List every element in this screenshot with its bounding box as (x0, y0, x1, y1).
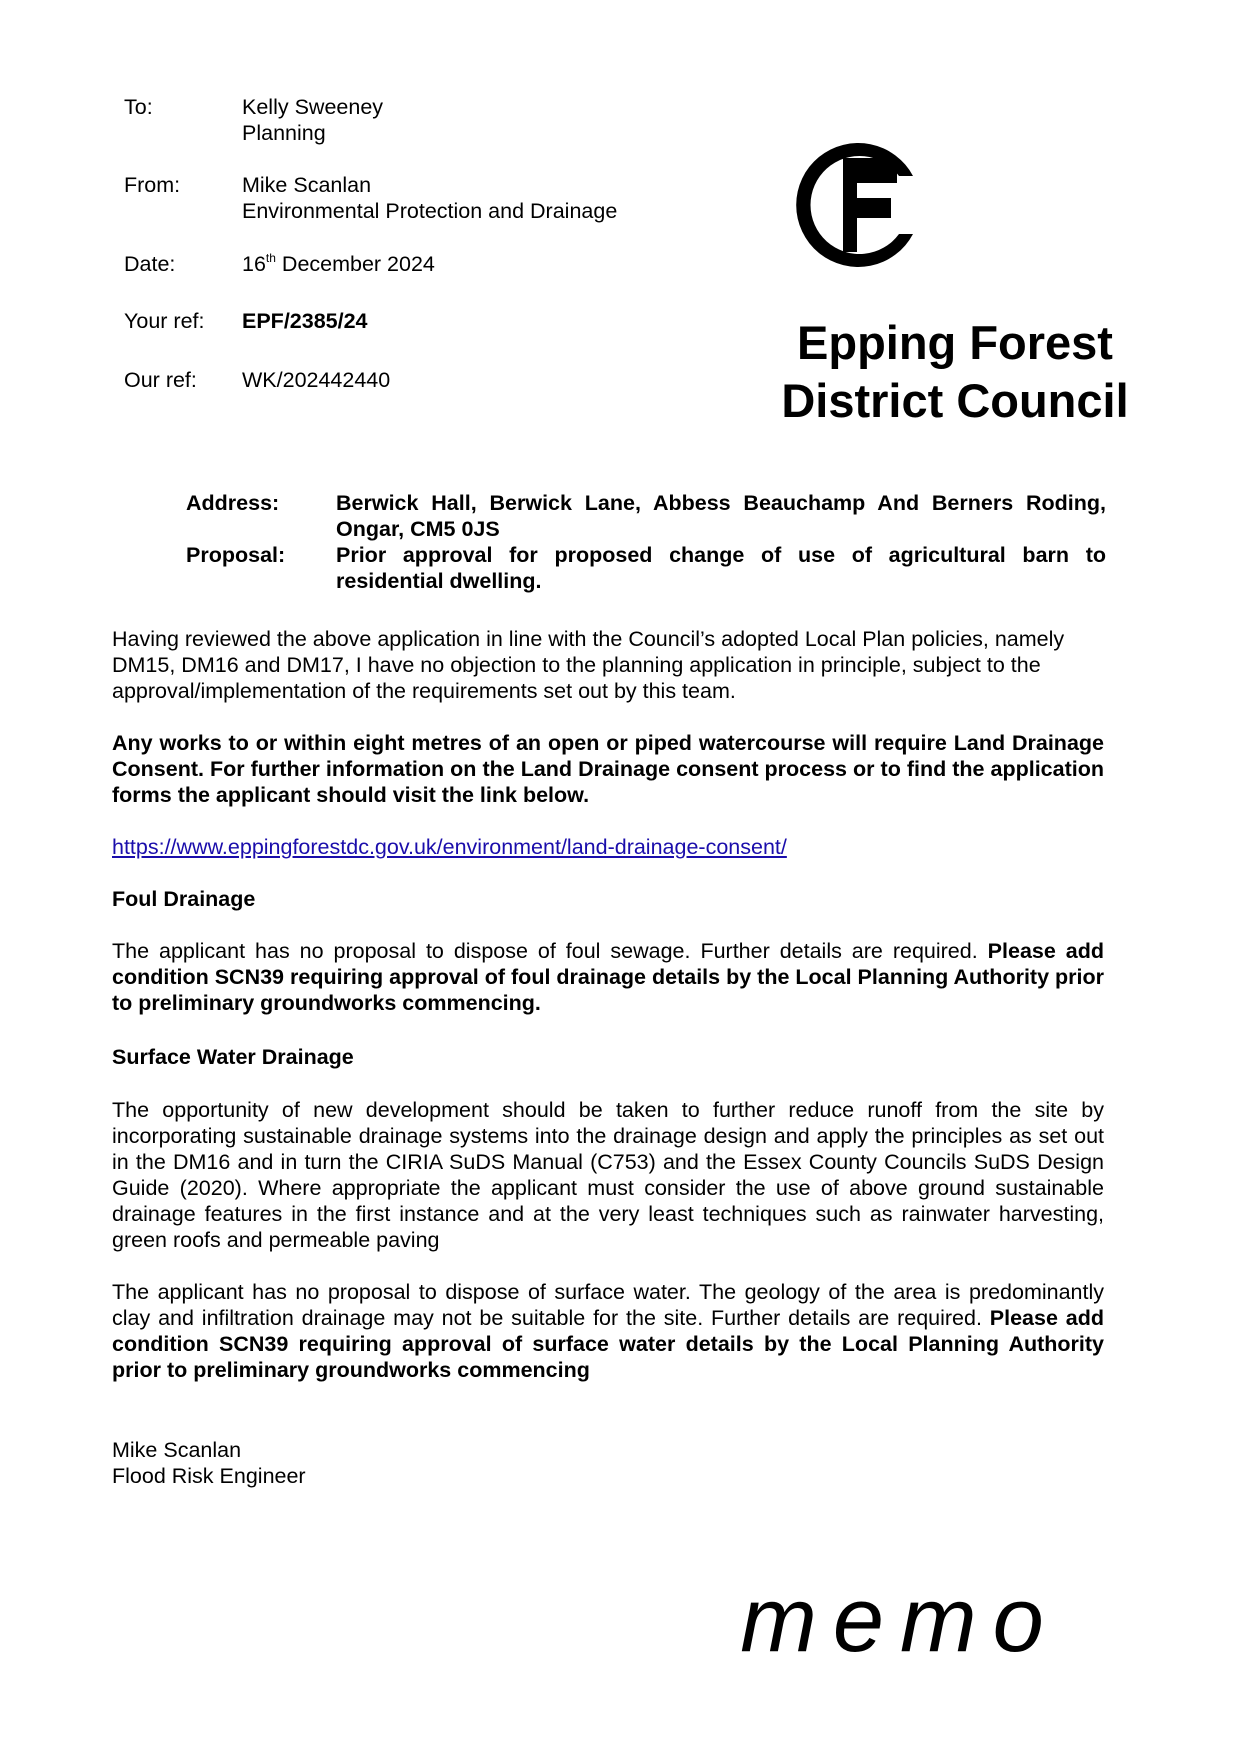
date-day: 16 (242, 252, 266, 276)
date-value (242, 251, 435, 277)
your-ref-label: Your ref: (124, 309, 205, 333)
date-suffix: th (265, 251, 276, 265)
organisation-name (760, 314, 1150, 430)
to-name: Kelly Sweeney (242, 95, 384, 119)
signature (112, 1437, 1104, 1489)
surface-water-paragraph-1: The opportunity of new development should be taken to further reduce runoff from the site by incorporating sustainable drainage systems into the drainage design and apply the principles as set out in the DM16 and in turn the CIRIA SuDS Manual (C753) and the Essex County Councils SuDS Design Guide (2020). Where appropriate the applicant must consider the use of above ground sustainable drainage features in the first instance and at the very least techniques such as rainwater harvesting, green roofs and permeable paving (112, 1098, 1104, 1252)
address-label: Address: (186, 491, 280, 515)
surface-water-paragraph-2 (112, 1279, 1104, 1383)
intro-paragraph: Having reviewed the above application in line with the Council’s adopted Local Plan policies, namely DM15, DM16 and DM17, I have no objection to the planning application in principle, subject to the approval/implementation of the requirements set out by this team. (112, 627, 1065, 703)
foul-drainage-condition: Please add condition SCN39 requiring approval of foul drainage details by the Local Planning Authority prior to preliminary groundworks commencing. (112, 939, 1104, 1015)
from-name: Mike Scanlan (242, 173, 372, 197)
signature-name: Mike Scanlan (112, 1438, 242, 1462)
surface-water-condition: Please add condition SCN39 requiring approval of surface water details by the Local Planning Authority prior to preliminary groundworks commencing (112, 1306, 1104, 1382)
your-ref-value: EPF/2385/24 (242, 309, 368, 333)
proposal-row (186, 542, 1106, 594)
proposal-label: Proposal: (186, 543, 286, 567)
surface-water-text: The applicant has no proposal to dispose of surface water. The geology of the area is predominantly clay and infiltration drainage may not be suitable for the site. Further details are required. (112, 1280, 1104, 1330)
to-value (242, 94, 383, 146)
foul-drainage-paragraph (112, 938, 1104, 1016)
signature-title: Flood Risk Engineer (112, 1464, 306, 1488)
from-label: From: (124, 173, 181, 197)
foul-drainage-heading: Foul Drainage (112, 887, 256, 911)
our-ref-value: WK/202442440 (242, 368, 391, 392)
your-ref-wrap (242, 308, 368, 334)
address-value: Berwick Hall, Berwick Lane, Abbess Beauchamp And Berners Roding, Ongar, CM5 0JS (336, 491, 1106, 541)
memo-footer: memo (740, 1569, 1060, 1671)
from-dept: Environmental Protection and Drainage (242, 199, 618, 223)
from-value (242, 172, 617, 224)
foul-drainage-text: The applicant has no proposal to dispose of foul sewage. Further details are required. (112, 939, 988, 963)
address-row (186, 490, 1106, 542)
land-drainage-consent-link[interactable]: https://www.eppingforestdc.gov.uk/environment/land-drainage-consent/ (112, 835, 787, 859)
date-label: Date: (124, 252, 176, 276)
organisation-line2: District Council (781, 374, 1129, 427)
proposal-value: Prior approval for proposed change of use of agricultural barn to residential dwelling. (336, 543, 1106, 593)
application-details (186, 490, 1106, 594)
our-ref-label: Our ref: (124, 368, 197, 392)
date-rest: December 2024 (275, 252, 435, 276)
organisation-line1: Epping Forest (797, 316, 1113, 369)
consent-notice: Any works to or within eight metres of an open or piped watercourse will require Land Drainage Consent. For further information on the Land Drainage consent process or to find the application forms the applicant should visit the link below. (112, 731, 1104, 807)
to-dept: Planning (242, 121, 326, 145)
council-logo-icon (785, 130, 915, 280)
surface-water-heading: Surface Water Drainage (112, 1045, 354, 1069)
to-label: To: (124, 95, 153, 119)
